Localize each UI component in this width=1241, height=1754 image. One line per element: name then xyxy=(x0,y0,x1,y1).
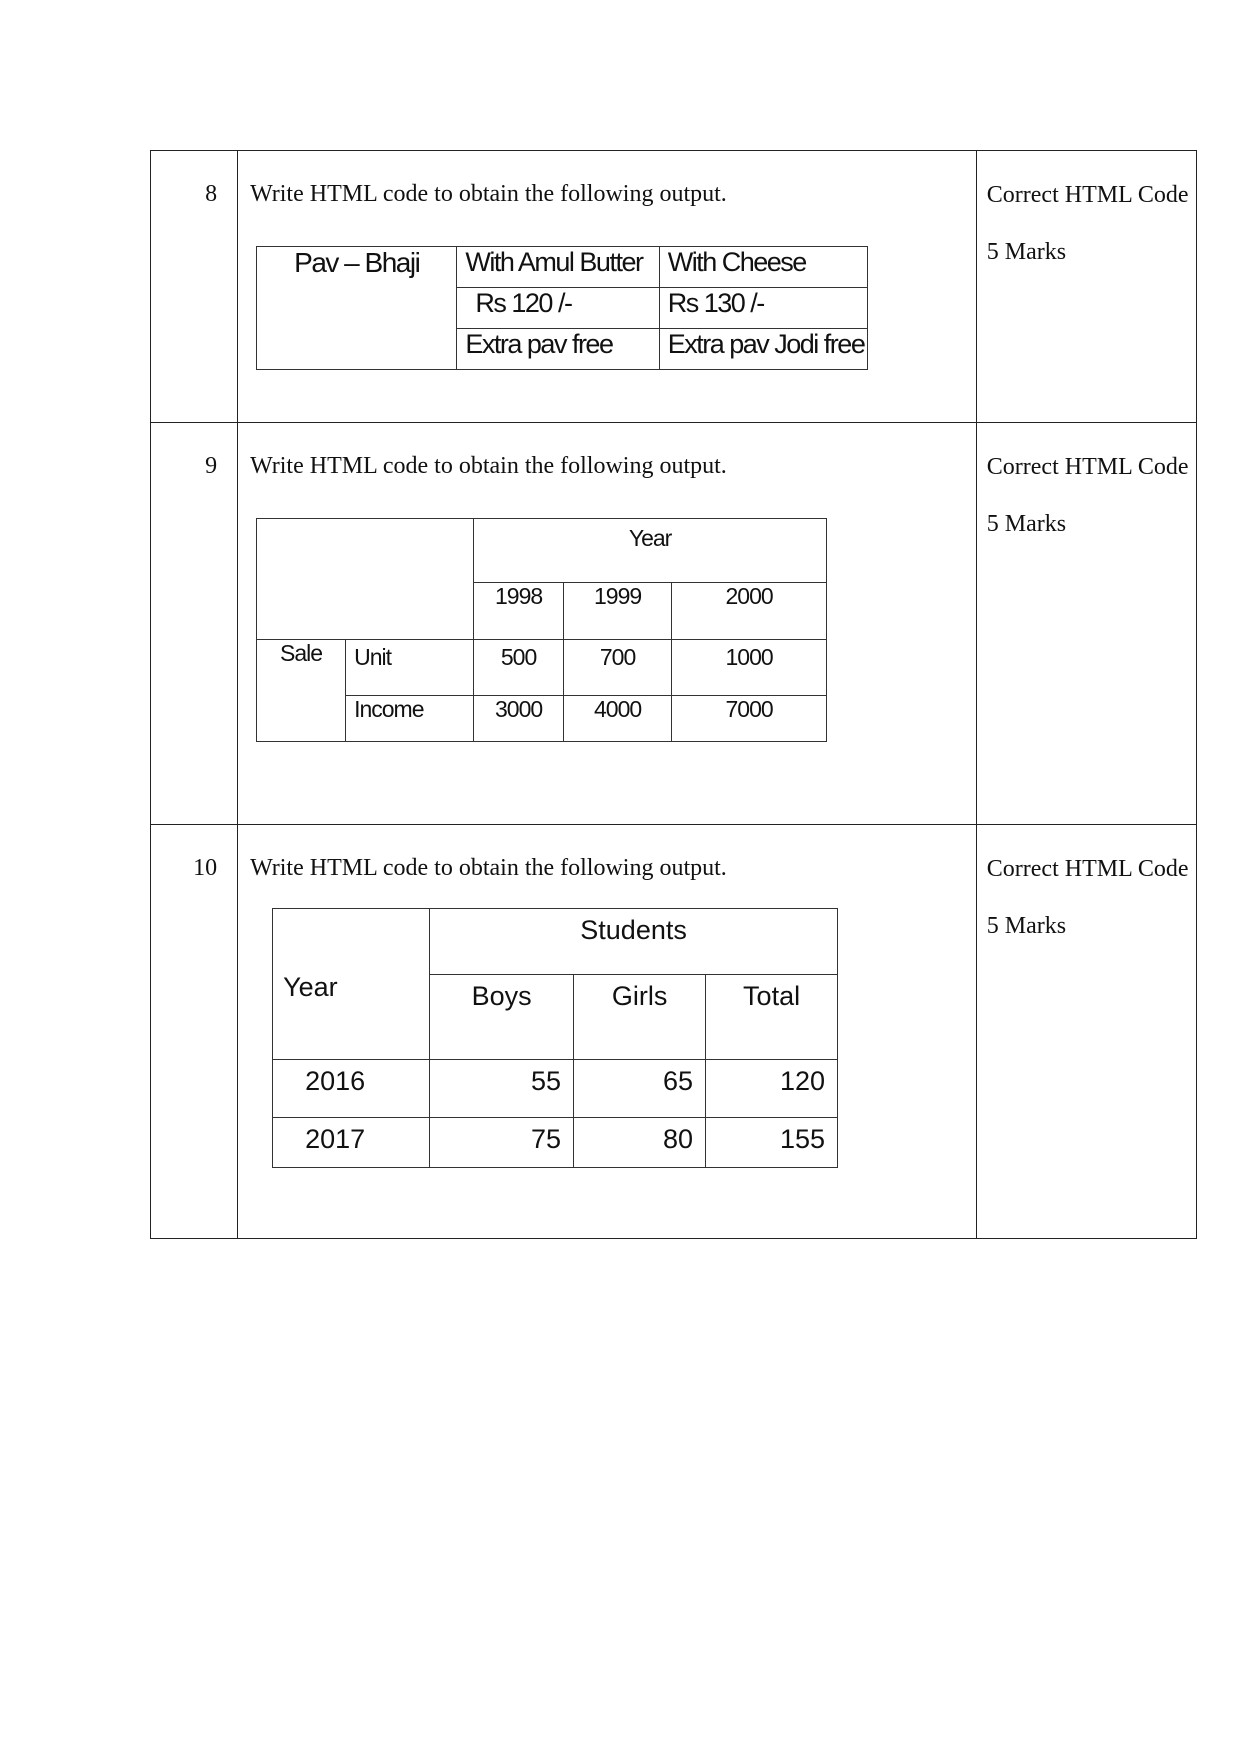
table-cell: 55 xyxy=(430,1060,574,1118)
table-row xyxy=(257,519,827,583)
table-cell: 700 xyxy=(564,640,672,696)
merged-cell: Pav – Bhaji xyxy=(257,247,457,370)
marking-criterion: Correct HTML Code xyxy=(986,182,1189,208)
table-cell: 7000 xyxy=(672,696,827,742)
question-cell xyxy=(238,151,977,423)
year-cell: 2017 xyxy=(273,1118,430,1168)
year-header: 2000 xyxy=(672,583,827,640)
row-label: Income xyxy=(346,696,474,742)
marking-cell xyxy=(976,825,1196,1239)
column-header: Girls xyxy=(574,975,706,1060)
marking-cell xyxy=(976,151,1196,423)
question-prompt: Write HTML code to obtain the following output. xyxy=(250,181,727,207)
column-header: Boys xyxy=(430,975,574,1060)
table-cell: 65 xyxy=(574,1060,706,1118)
marks-value: 5 Marks xyxy=(986,510,1067,537)
question-number: 10 xyxy=(151,825,238,1239)
table-cell: With Amul Butter xyxy=(457,247,659,288)
table-cell: With Cheese xyxy=(659,247,867,288)
table-row xyxy=(257,247,868,288)
year-header: 1999 xyxy=(564,583,672,640)
table-cell: 1000 xyxy=(672,640,827,696)
table-row xyxy=(273,1060,838,1118)
question-prompt: Write HTML code to obtain the following output. xyxy=(250,855,727,881)
row-label: Unit xyxy=(346,640,474,696)
row-group-header-sale: Sale xyxy=(257,640,346,742)
group-header-year: Year xyxy=(474,519,827,583)
marking-cell xyxy=(976,423,1196,825)
marking-criterion: Correct HTML Code xyxy=(986,454,1189,480)
question-row-10 xyxy=(151,825,1197,1239)
table-cell: Rs 120 /- xyxy=(457,288,659,329)
question-table xyxy=(150,150,1197,1239)
table-cell: 80 xyxy=(574,1118,706,1168)
marks-value: 5 Marks xyxy=(986,912,1067,939)
table-cell: 120 xyxy=(706,1060,838,1118)
table-cell: 4000 xyxy=(564,696,672,742)
sample-table-students xyxy=(272,908,838,1168)
question-prompt: Write HTML code to obtain the following output. xyxy=(250,453,727,479)
year-header: 1998 xyxy=(474,583,564,640)
table-cell: Extra pav Jodi free xyxy=(659,329,867,370)
table-row xyxy=(273,1118,838,1168)
question-row-9 xyxy=(151,423,1197,825)
table-cell: Rs 130 /- xyxy=(659,288,867,329)
table-row xyxy=(273,909,838,975)
question-cell xyxy=(238,825,977,1239)
question-number: 8 xyxy=(151,151,238,423)
marking-criterion: Correct HTML Code xyxy=(986,856,1189,882)
question-row-8 xyxy=(151,151,1197,423)
column-header: Total xyxy=(706,975,838,1060)
sample-table-pav-bhaji xyxy=(256,246,868,370)
table-row xyxy=(257,640,827,696)
table-cell: 500 xyxy=(474,640,564,696)
year-cell: 2016 xyxy=(273,1060,430,1118)
sample-table-sales xyxy=(256,518,827,742)
table-cell: 3000 xyxy=(474,696,564,742)
table-cell: 155 xyxy=(706,1118,838,1168)
row-header-year: Year xyxy=(273,909,430,1060)
question-cell xyxy=(238,423,977,825)
group-header-students: Students xyxy=(430,909,838,975)
empty-corner-cell xyxy=(257,519,474,640)
table-cell: 75 xyxy=(430,1118,574,1168)
table-cell: Extra pav free xyxy=(457,329,659,370)
question-number: 9 xyxy=(151,423,238,825)
marks-value: 5 Marks xyxy=(986,238,1067,265)
